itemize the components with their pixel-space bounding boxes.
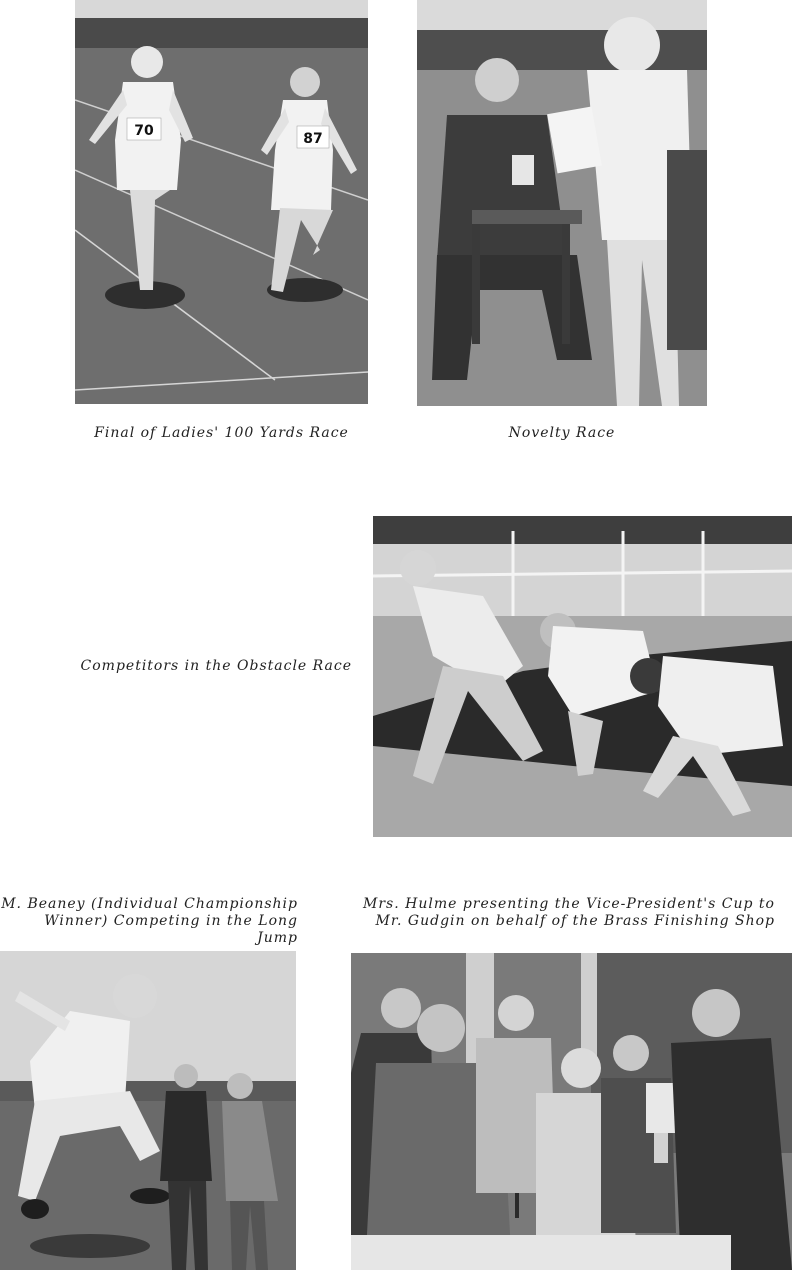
caption-long-jump [0,896,298,947]
bib-number-left: 70 [134,123,154,139]
novelty-race-illustration [417,0,707,406]
photo-long-jump [0,951,296,1270]
caption-obstacle-race: Competitors in the Obstacle Race [80,658,352,674]
caption-long-jump-line1: M. Beaney (Individual Championship [1,896,298,912]
caption-cup-line2: Mr. Gudgin on behalf of the Brass Finishing Shop [375,913,775,929]
photo-obstacle-race [373,516,792,837]
photo-ladies-100-yards-race [75,0,368,404]
bib-number-right: 87 [303,131,323,147]
caption-cup-line1: Mrs. Hulme presenting the Vice-President's Cup to [363,896,775,912]
caption-ladies-race: Final of Ladies' 100 Yards Race [94,425,349,441]
cup-presentation-illustration [351,953,792,1270]
caption-cup-presentation [355,896,775,930]
obstacle-race-illustration [373,516,792,837]
caption-long-jump-line2: Winner) Competing in the Long Jump [44,913,298,946]
photo-cup-presentation [351,953,792,1270]
ladies-race-illustration [75,0,368,404]
photo-novelty-race [417,0,707,406]
long-jump-illustration [0,951,296,1270]
caption-novelty-race: Novelty Race [508,425,616,441]
